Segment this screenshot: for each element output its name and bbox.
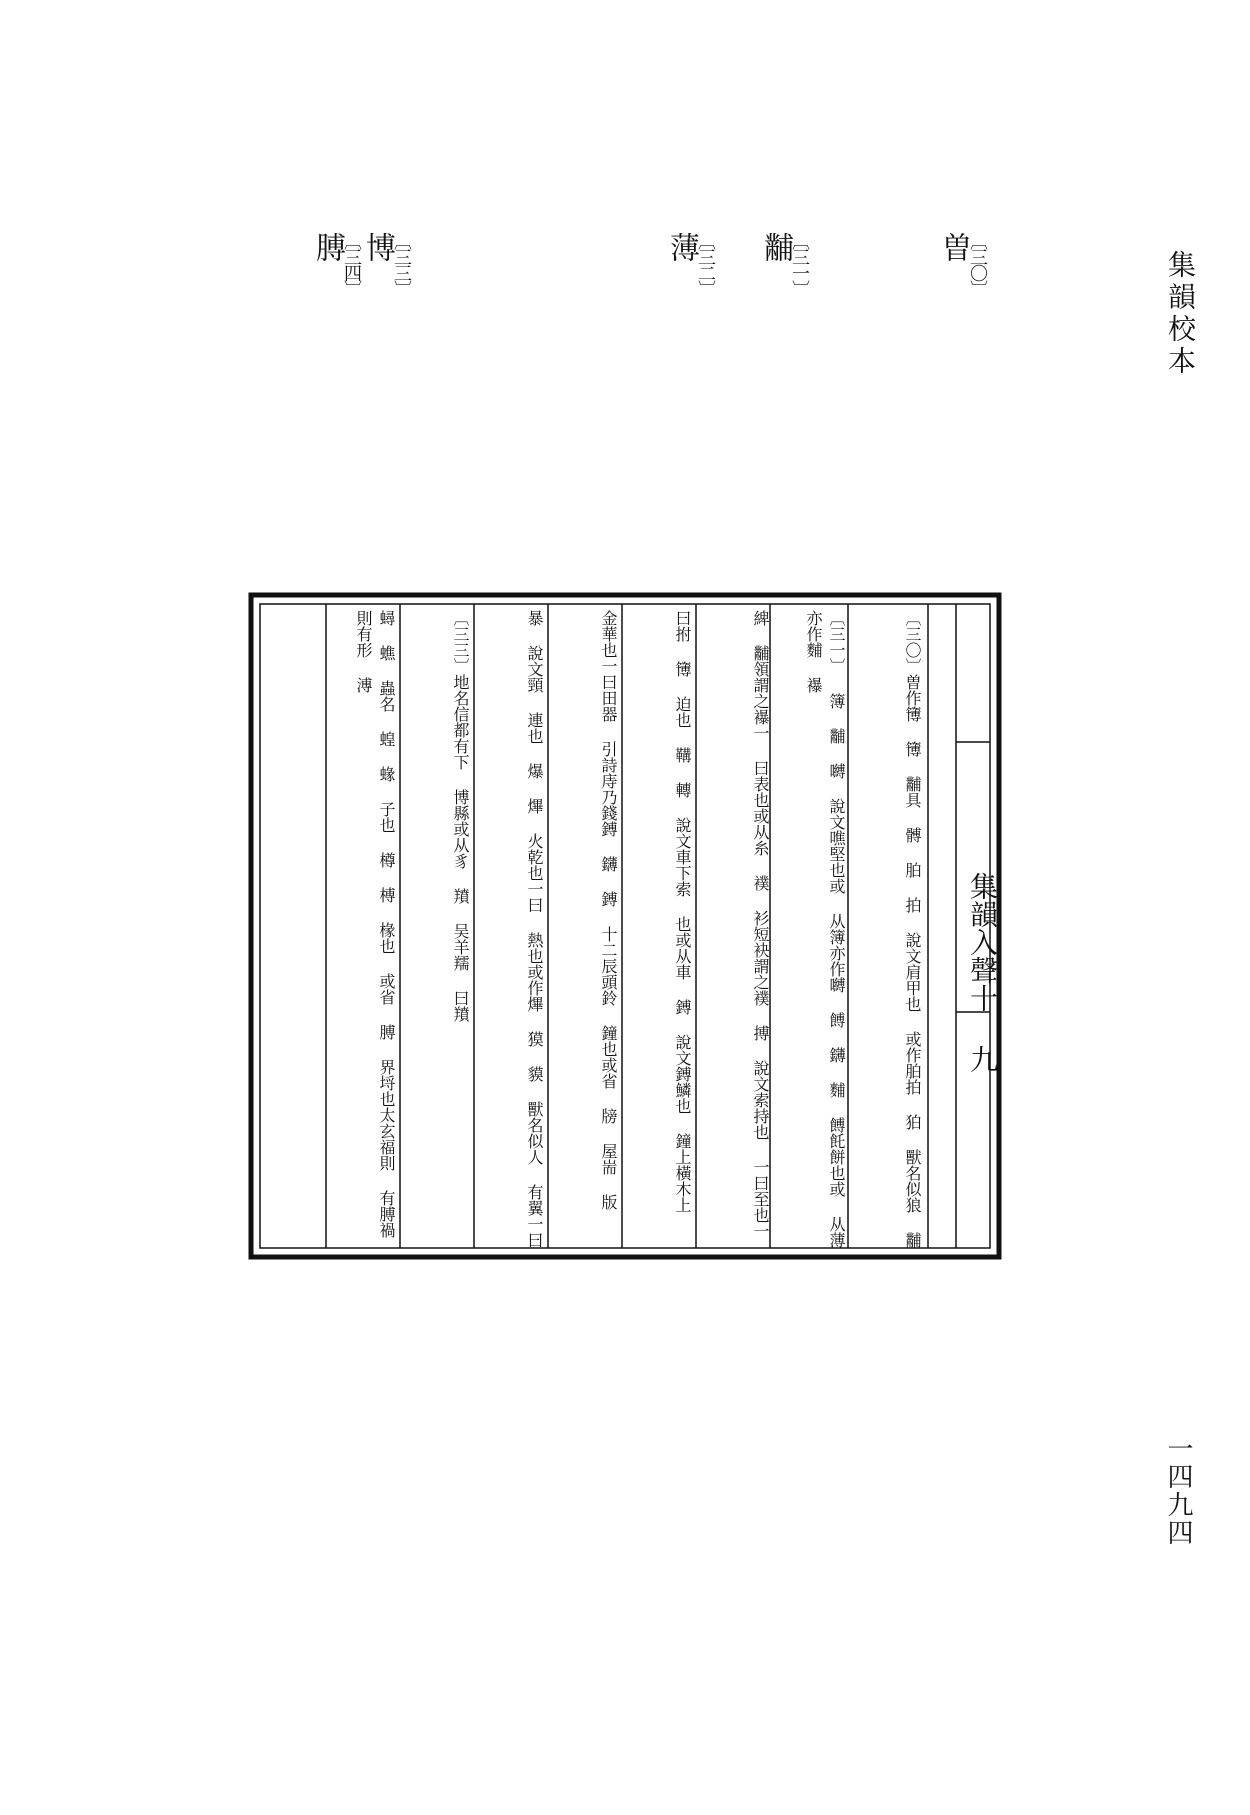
- running-head: 集韻校本: [1164, 250, 1197, 378]
- note-number: 〔三〇〕: [967, 232, 988, 296]
- text-column-8: 蟳 蟭 蟲名 蝗 蝝 子也 樽 榑 椽也 或省 膊 界埒也太玄福則 有膊禍則有形 溥: [354, 610, 396, 1238]
- note-char: 薄: [664, 232, 699, 262]
- note-char: 曽: [936, 232, 971, 262]
- note-number: 〔三二〕: [695, 232, 716, 296]
- page-number: 一四九四: [1163, 1435, 1193, 1547]
- text-column-1: 〔三〇〕曽作簙 簙 黼具 髆 胉 拍 說文肩甲也 或作胉拍 狛 獸名似狼 黼: [903, 610, 922, 1248]
- note-char: 博: [360, 232, 395, 262]
- text-column-2: 〔三一〕 簿 黼 嚩 說文噍堅也或 从簿亦作嚩 餺 鑮 麱 餺飥餅也或 从薄亦作麱 襮: [804, 610, 846, 1248]
- note-char: 黼: [758, 232, 793, 262]
- note-34: [312, 232, 360, 304]
- woodblock-page: [248, 592, 1002, 1260]
- note-31: [760, 232, 808, 304]
- note-30: [938, 232, 986, 304]
- text-column-4: 曰拊 簙 迫也 鞲 轉 說文車下索 也或从車 鎛 說文鎛鱗也 鐘上橫木上: [673, 610, 692, 1213]
- note-33: [362, 232, 410, 304]
- note-char: 膊: [310, 232, 345, 262]
- text-column-6: 暴 說文頸 連也 爆 熚 火乾也一曰 熱也或作熚 獏 貘 獸名似人 有翼一曰: [525, 610, 544, 1248]
- block-center-title: 集韻入聲十 九: [966, 871, 999, 1073]
- text-column-7: 〔三三〕地名信都有下 博縣或从豸 羵 吴羊羺 曰羵: [451, 610, 470, 1022]
- text-column-3: 綼 黼領謂之襮一 曰表也或从糸 襆 衫短袂謂之襆 搏 說文索持也 一曰至也一: [751, 610, 770, 1239]
- note-number: 〔三三〕: [391, 232, 412, 296]
- note-number: 〔三一〕: [789, 232, 810, 296]
- text-column-5: 金華也一曰田器 引詩庤乃錢鎛 鑮 鎛 十二辰頭鈴 鐘也或省 牓 屋耑 版: [599, 610, 618, 1210]
- note-32: [666, 232, 714, 304]
- note-number: 〔三四〕: [341, 232, 362, 296]
